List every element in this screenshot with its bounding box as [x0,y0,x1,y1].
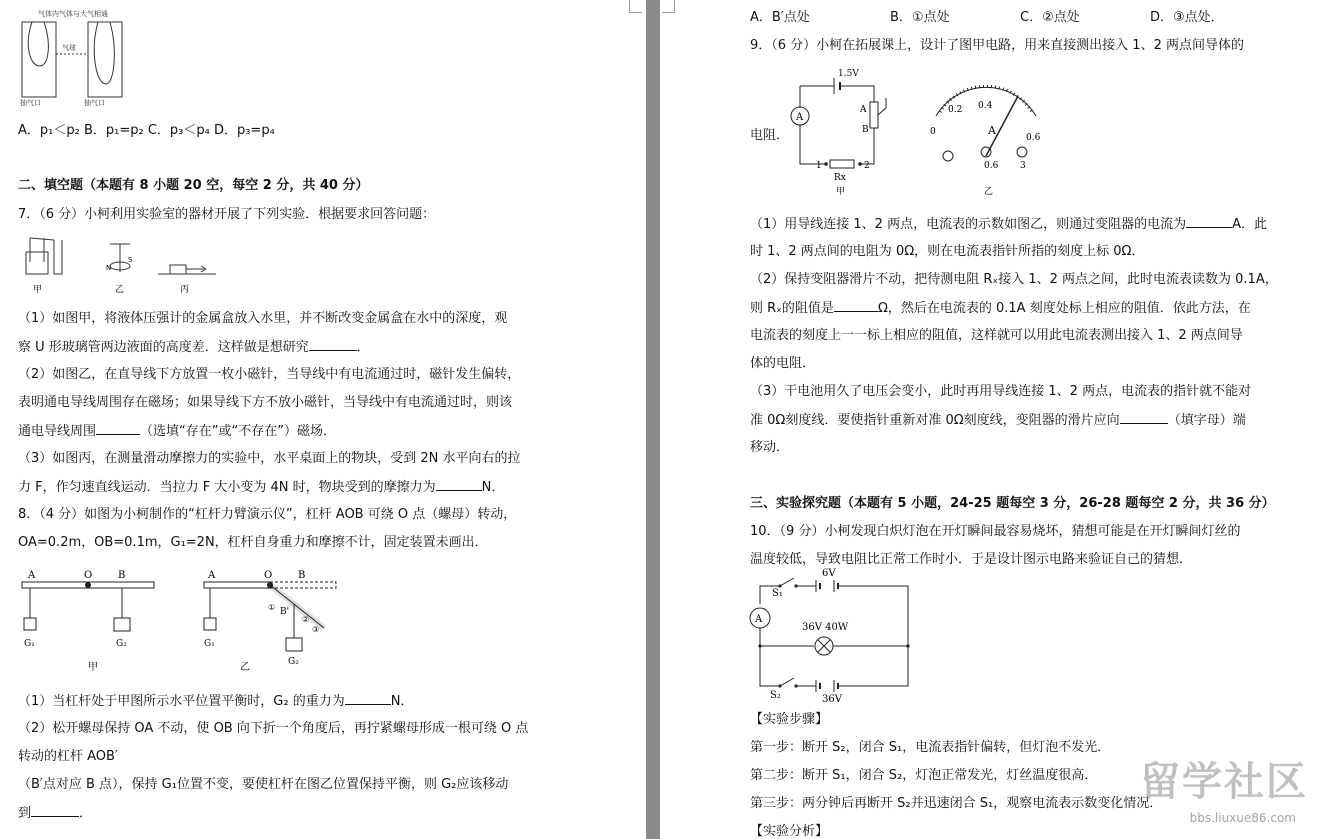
svg-text:抽气口: 抽气口 [84,99,105,107]
answer-blank[interactable] [31,804,79,817]
answer-blank[interactable] [436,478,482,491]
analysis-heading: 【实验分析】 [750,824,829,839]
svg-text:①: ① [268,603,276,612]
q9-p2-line2: 则 Rₓ的阻值是 Ω，然后在电流表的 0.1A 刻度处标上相应的阻值．依此方法，在 [750,301,1251,316]
q7-p2-line2: 表明通电导线周围存在磁场；如果导线下方不放小磁针，当导线中有电流通过时，则该 [18,395,513,410]
page-left [0,0,646,839]
svg-text:O: O [84,570,93,581]
svg-text:0.2: 0.2 [948,105,963,115]
section3-heading: 三、实验探究题（本题有 5 小题，24-25 题每空 3 分，26-28 题每空 2 分，共 36 分） [750,496,1275,511]
svg-text:乙: 乙 [115,285,125,295]
q9-p2-line1: （2）保持变阻器滑片不动，把待测电阻 Rₓ接入 1、2 两点之间，此时电流表读数为 0.1A， [750,272,1278,287]
svg-text:②: ② [302,615,310,624]
page-corner-mark [662,0,675,13]
svg-text:0.6: 0.6 [1026,133,1041,143]
q9-p1-line1: （1）用导线连接 1、2 两点，电流表的示数如图乙，则通过变阻器的电流为 A．此 [750,217,1267,232]
q8-option-d: D．③点处． [1150,10,1224,25]
q8-p1: （1）当杠杆处于甲图所示水平位置平衡时，G₂ 的重力为 N． [18,694,414,709]
q6-options: A．p₁＜p₂ B．p₁=p₂ C．p₃＜p₄ D．p₃=p₄ [18,123,275,138]
q8-option-a: A．B′点处 [750,10,810,25]
svg-text:A: A [860,105,867,115]
step-2: 第二步：断开 S₁，闭合 S₂，灯泡正常发光，灯丝温度很高． [750,768,1098,783]
svg-text:B: B [298,570,306,581]
q8-p2-line1: （2）松开螺母保持 OA 不动，使 OB 向下折一个角度后，再拧紧螺母形成一根可绕 O 点 [18,721,529,736]
svg-text:A: A [28,570,36,581]
svg-text:③: ③ [312,625,320,634]
svg-text:0.6: 0.6 [984,161,999,171]
step-3: 第三步：两分钟后再断开 S₂并迅速闭合 S₁，观察电流表示数变化情况． [750,796,1163,811]
svg-text:G₂: G₂ [116,639,127,649]
lever-figures [18,566,378,678]
svg-text:0.4: 0.4 [978,101,993,111]
svg-text:甲: 甲 [88,662,98,673]
section2-heading: 二、填空题（本题有 8 小题 20 空，每空 2 分，共 40 分） [18,178,369,193]
svg-text:A: A [796,112,804,123]
q10-circuit [750,568,920,706]
answer-blank[interactable] [1120,411,1168,424]
answer-blank[interactable] [309,338,357,351]
q8-line2: OA=0.2m，OB=0.1m，G₁=2N，杠杆自身重力和摩擦不计，固定装置未画出． [18,535,488,550]
q10-line1: 10．（9 分）小柯发现白炽灯泡在开灯瞬间最容易烧坏，猜想可能是在开灯瞬间灯丝的 [750,524,1241,539]
q9-figures [790,68,1050,200]
q9-line1: 9．（6 分）小柯在拓展课上，设计了图甲电路，用来直接测出接入 1、2 两点间导体的 [750,38,1244,53]
q7-p2-line3: 通电导线周围 （选填“存在”或“不存在”）磁场． [18,424,336,439]
q9-p2-line4: 体的电阻． [750,356,816,371]
q7-stem: 7．（6 分）小柯利用实验室的器材开展了下列实验．根据要求回答问题： [18,207,436,222]
q8-line1: 8．（4 分）如图为小柯制作的“杠杆力臂演示仪”，杠杆 AOB 可绕 O 点（螺母）转动， [18,507,517,522]
q10-line2: 温度较低，导致电阻比正常工作时小．于是设计图示电路来验证自己的猜想． [750,552,1193,567]
answer-blank[interactable] [834,299,878,312]
svg-text:气球: 气球 [62,44,76,52]
watermark-logo: 留学社区 [1140,759,1308,805]
q8-option-c: C．②点处 [1020,10,1080,25]
svg-text:0: 0 [930,127,936,137]
q9-p1-line2: 时 1、2 两点间的电阻为 0Ω，则在电流表指针所指的刻度上标 0Ω． [750,244,1145,259]
svg-text:2: 2 [864,161,870,171]
svg-text:Rx: Rx [834,173,846,183]
q7-figures [18,234,228,298]
svg-text:A: A [208,570,216,581]
q7-p1-line2: 察 U 形玻璃管两边液面的高度差．这样做是想研究 ． [18,340,370,355]
svg-text:1: 1 [816,161,822,171]
svg-text:A: A [988,124,996,137]
svg-text:S: S [128,256,133,264]
q9-p3-line3: 移动． [750,440,790,455]
step-1: 第一步：断开 S₂，闭合 S₁，电流表指针偏转，但灯泡不发光． [750,740,1111,755]
svg-text:1.5V: 1.5V [838,69,859,79]
q9-p3-line1: （3）干电池用久了电压会变小，此时再用导线连接 1、2 两点，电流表的指针就不能对 [750,384,1252,399]
q9-line2: 电阻． [750,128,790,143]
svg-text:乙: 乙 [984,187,994,197]
q9-p2-line3: 电流表的刻度上一一标上相应的阻值，这样就可以用此电流表测出接入 1、2 两点间导 [750,328,1243,343]
answer-blank[interactable] [96,422,140,435]
answer-blank[interactable] [1186,215,1232,228]
page-right [660,0,1322,839]
q7-p2-line1: （2）如图乙，在直导线下方放置一枚小磁针，当导线中有电流通过时，磁针发生偏转， [18,367,521,382]
q7-p1-line1: （1）如图甲，将液体压强计的金属盒放入水里，并不断改变金属盒在水中的深度，观 [18,311,508,326]
q8-p2-line4: 到 ． [18,806,93,821]
svg-text:A: A [755,614,763,625]
watermark-url: bbs.liuxue86.com [1189,811,1296,825]
svg-text:抽气口: 抽气口 [20,99,41,107]
svg-text:S₁: S₁ [772,588,783,599]
steps-heading: 【实验步骤】 [750,712,829,727]
svg-text:B: B [118,570,126,581]
svg-text:O: O [264,570,273,581]
balloon-apparatus-figure [18,6,128,106]
svg-text:36V 40W: 36V 40W [802,622,849,633]
q8-option-b: B．①点处 [890,10,950,25]
q8-p2-line3: （B′点对应 B 点），保持 G₁位置不变，要使杠杆在图乙位置保持平衡，则 G₂应该移动 [18,777,509,792]
svg-text:甲: 甲 [33,285,43,295]
svg-text:G₁: G₁ [204,639,215,649]
svg-text:丙: 丙 [180,285,190,295]
svg-text:36V: 36V [822,694,842,705]
svg-text:B: B [862,125,869,135]
page-corner-mark [629,0,642,13]
q7-p3-line1: （3）如图丙，在测量滑动摩擦力的实验中，水平桌面上的物块，受到 2N 水平向右的拉 [18,451,521,466]
svg-text:B': B' [280,607,290,617]
svg-text:G₁: G₁ [24,639,35,649]
svg-text:3: 3 [1020,161,1026,171]
svg-text:甲: 甲 [836,187,846,197]
q8-p2-line2: 转动的杠杆 AOB′ [18,749,118,764]
q7-p3-line2: 力 F，作匀速直线运动．当拉力 F 大小变为 4N 时，物块受到的摩擦力为 N． [18,480,505,495]
fig-top-caption: 气体内气体与大气相通 [38,10,108,18]
svg-text:乙: 乙 [240,662,250,673]
svg-text:N: N [106,264,112,272]
answer-blank[interactable] [345,692,391,705]
q9-p3-line2: 准 0Ω刻度线．要使指针重新对准 0Ω刻度线，变阻器的滑片应向 （填字母）端 [750,413,1246,428]
svg-text:G₂: G₂ [288,657,299,667]
svg-text:S₂: S₂ [770,690,781,701]
svg-text:6V: 6V [822,568,836,579]
